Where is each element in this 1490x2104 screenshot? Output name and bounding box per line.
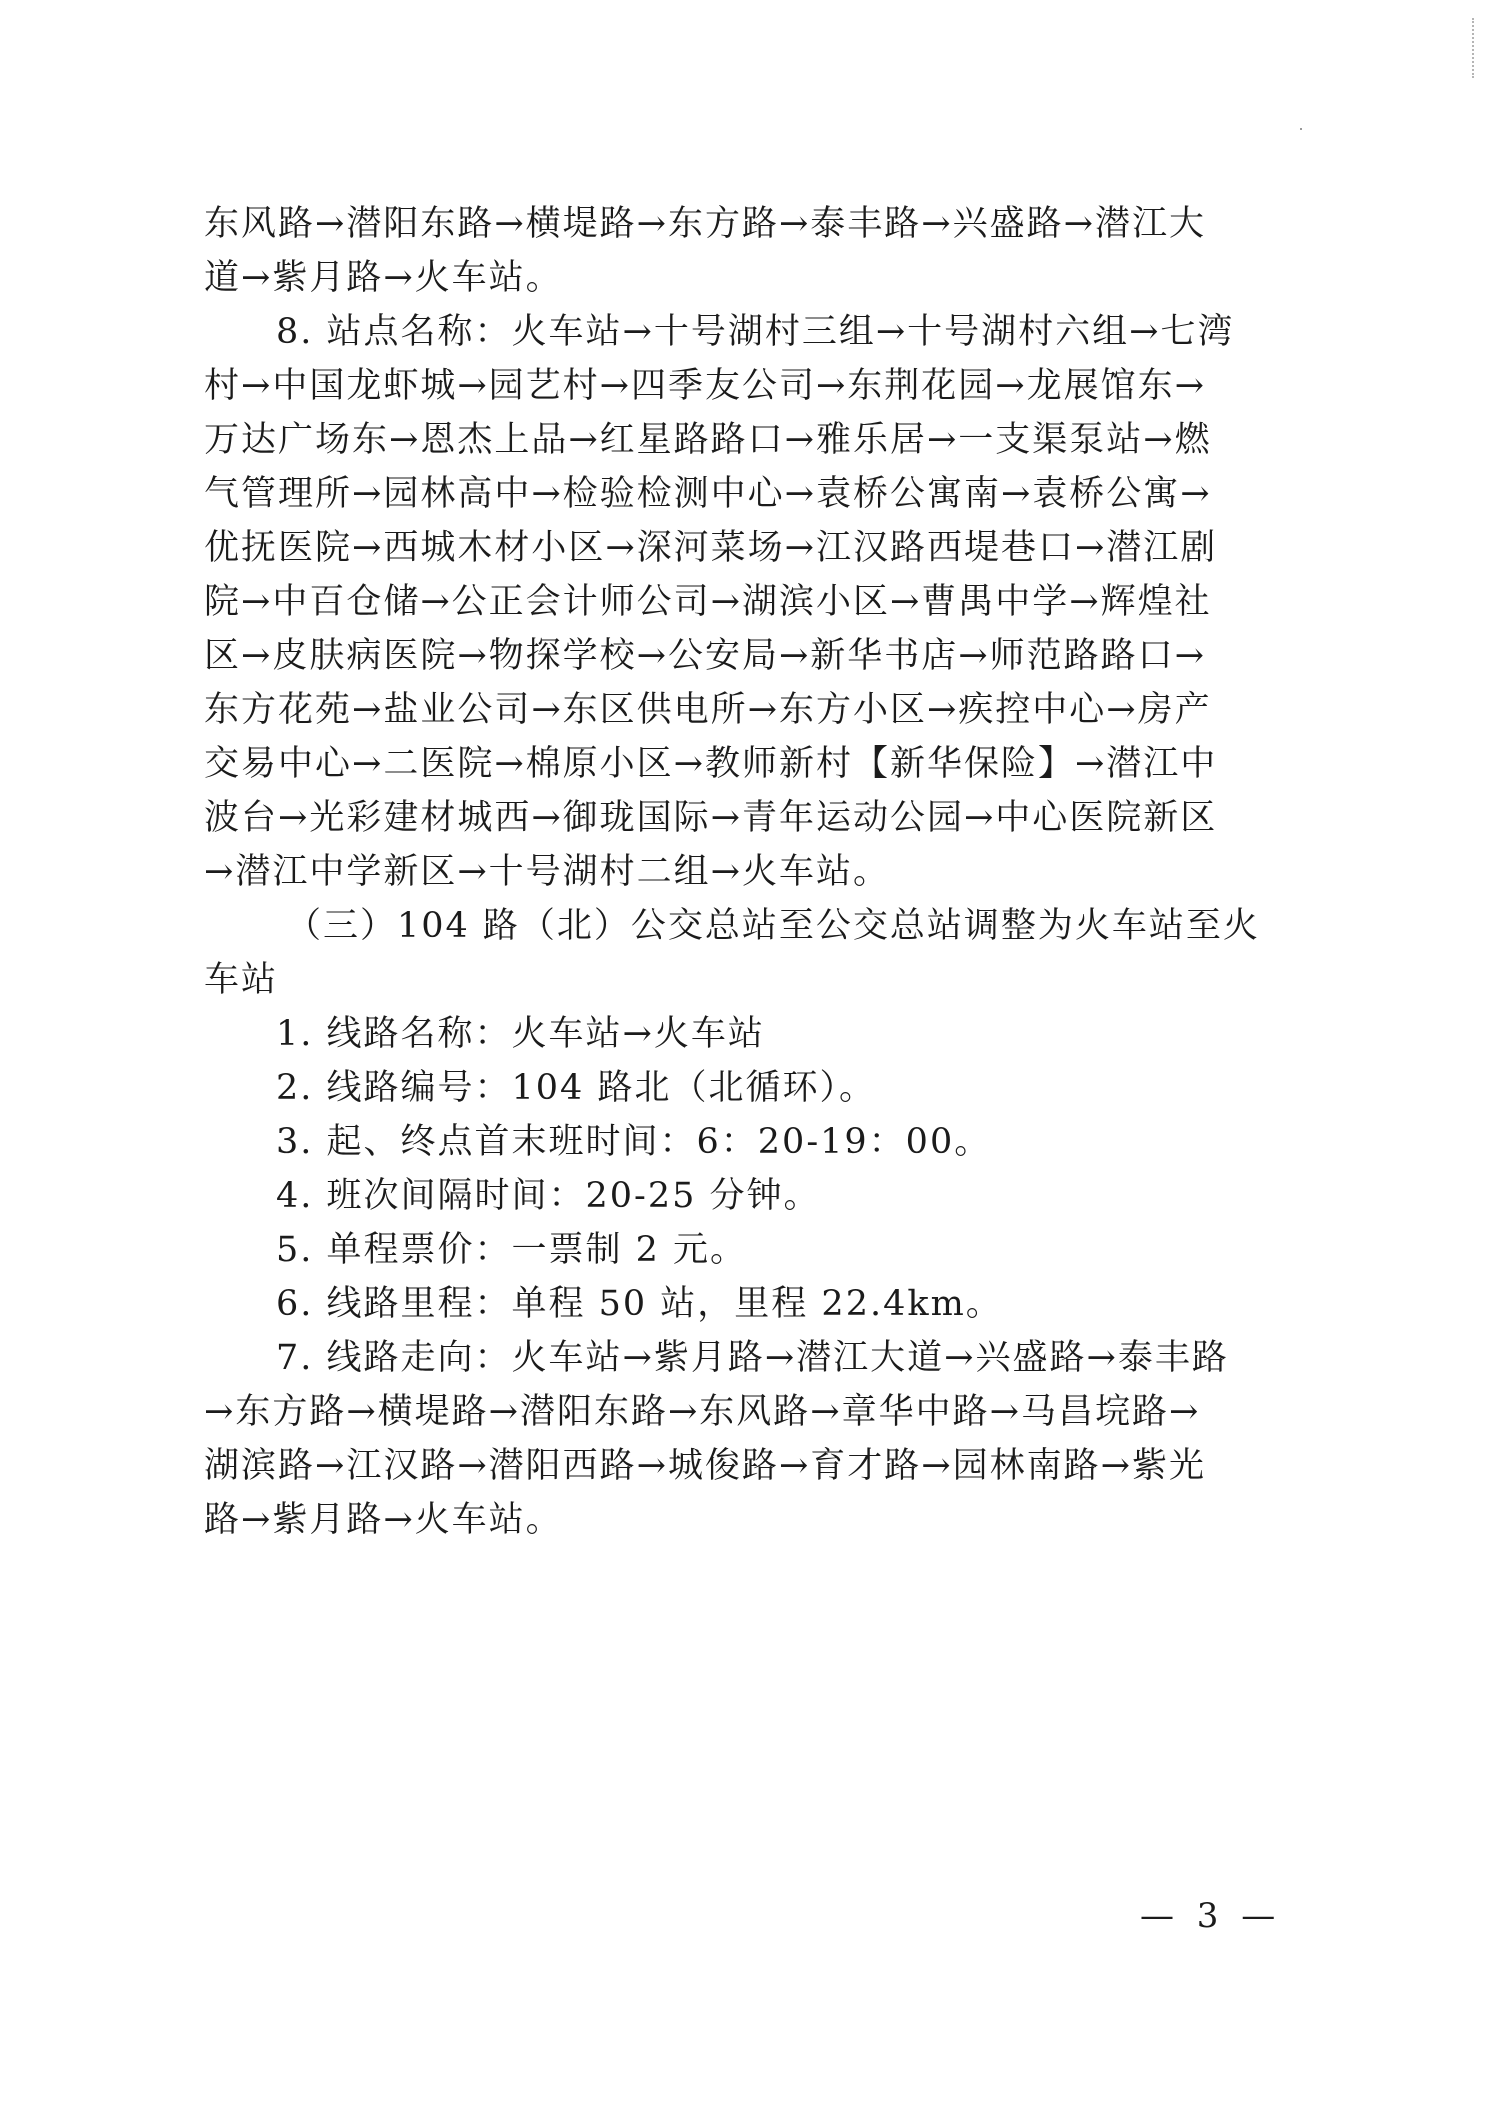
route-item: 3. 起、终点首末班时间：6：20-19：00。 xyxy=(276,1122,992,1162)
route-item: 5. 单程票价：一票制 2 元。 xyxy=(276,1230,748,1270)
stops-line: 万达广场东→恩杰上品→红星路路口→雅乐居→一支渠泵站→燃 xyxy=(204,420,1212,460)
route-item: 1. 线路名称：火车站→火车站 xyxy=(276,1014,765,1054)
direction-line: 7. 线路走向：火车站→紫月路→潜江大道→兴盛路→泰丰路 xyxy=(276,1338,1229,1378)
stops-line: 院→中百仓储→公正会计师公司→湖滨小区→曹禺中学→辉煌社 xyxy=(204,582,1212,622)
direction-line: 湖滨路→江汉路→潜阳西路→城俊路→育才路→园林南路→紫光 xyxy=(204,1446,1206,1486)
stops-line: 东方花苑→盐业公司→东区供电所→东方小区→疾控中心→房产 xyxy=(204,690,1212,730)
section-heading: （三）104 路（北）公交总站至公交总站调整为火车站至火 xyxy=(286,906,1260,946)
route-tail-line: 东风路→潜阳东路→横堤路→东方路→泰丰路→兴盛路→潜江大 xyxy=(204,204,1206,244)
direction-line: →东方路→横堤路→潜阳东路→东风路→章华中路→马昌垸路→ xyxy=(204,1392,1201,1432)
stops-line: 村→中国龙虾城→园艺村→四季友公司→东荆花园→龙展馆东→ xyxy=(204,366,1206,406)
route-tail-line: 道→紫月路→火车站。 xyxy=(204,258,563,298)
scan-edge-mark xyxy=(1472,18,1476,78)
stops-line: 区→皮肤病医院→物探学校→公安局→新华书店→师范路路口→ xyxy=(204,636,1206,676)
stops-line: 波台→光彩建材城西→御珑国际→青年运动公园→中心医院新区 xyxy=(204,798,1218,838)
page-number: — 3 — xyxy=(1140,1896,1282,1936)
direction-line: 路→紫月路→火车站。 xyxy=(204,1500,563,1540)
stops-line: 交易中心→二医院→棉原小区→教师新村【新华保险】→潜江中 xyxy=(204,744,1218,784)
stops-line: 气管理所→园林高中→检验检测中心→袁桥公寓南→袁桥公寓→ xyxy=(204,474,1212,514)
route-item: 2. 线路编号：104 路北（北循环）。 xyxy=(276,1068,876,1108)
stops-line: →潜江中学新区→十号湖村二组→火车站。 xyxy=(204,852,890,892)
route-item: 6. 线路里程：单程 50 站，里程 22.4km。 xyxy=(276,1284,1003,1324)
route-item: 4. 班次间隔时间：20-25 分钟。 xyxy=(276,1176,821,1216)
stops-line: 8. 站点名称：火车站→十号湖村三组→十号湖村六组→七湾 xyxy=(276,312,1235,352)
section-heading: 车站 xyxy=(204,960,279,1000)
stops-line: 优抚医院→西城木材小区→深河菜场→江汉路西堤巷口→潜江剧 xyxy=(204,528,1218,568)
scan-speck xyxy=(1300,128,1302,130)
